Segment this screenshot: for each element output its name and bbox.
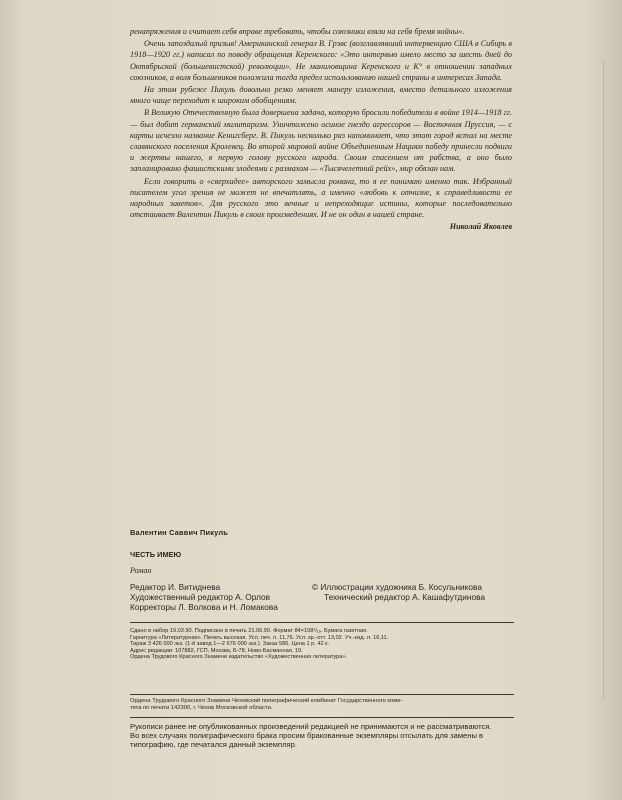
essay-signature: Николай Яковлев	[449, 222, 512, 232]
divider-rule-2	[130, 694, 514, 695]
divider-rule-1	[130, 622, 514, 623]
staff-art-editor: Художественный редактор А. Орлов	[130, 592, 271, 602]
print-spec-line: Тираж 3 426 000 экз. (1-й завод 1—2 676 000 экз.). Заказ 586. Цена 1 р. 42 к.	[130, 641, 330, 648]
staff-tech-editor: Технический редактор А. Кашафутдинова	[324, 592, 486, 602]
staff-illustrator: © Иллюстрации художника Б. Косульникова	[312, 582, 482, 592]
notice-defects: Во всех случаях полиграфического брака просим бракованные экземпляры отсылать для замены в типографию, где печатался данный экземпляр.	[130, 731, 484, 750]
plant-line: Ордена Трудового Красного Знамени Чеховский полиграфический комбинат Государственного коми-	[130, 698, 403, 704]
plant-line: тета по печати 142300, г. Чехов Московской области.	[130, 704, 273, 711]
print-spec-line: Гарнитура «Литературная». Печать высокая. Усл. печ. л. 11,76. Усл. кр.-отт. 13,02. Уч.-изд. л. 16,11.	[130, 634, 389, 641]
page-fold-shadow	[603, 60, 604, 700]
print-spec-line: Ордена Трудового Красного Знамени издательство «Художественная литература».	[130, 654, 348, 661]
book-title: ЧЕСТЬ ИМЕЮ	[130, 550, 182, 559]
publisher-notice	[130, 722, 514, 750]
print-specs	[130, 628, 512, 661]
essay-paragraph-2: Очень запоздалый призыв! Американский генерал В. Грэвс (возглавлявший интервенцию США в Сибирь в 1918—1920 гг.) написал по поводу обращения Керенского: «Это интервью имело место за шесть дней до Октябрьской (большевистской) революции». Не маниловщина Керенского и К° в отношении западных союзников, а воля большевиков положила тогда предел использованию нашей страны в интересах Запада.	[130, 39, 512, 82]
divider-rule-3	[130, 717, 514, 718]
essay-paragraph-3: На этом рубеже Пикуль довольно резко меняет манеру изложения, вместо детального изложения много чаще переходит к широким обобщениям.	[130, 85, 512, 106]
essay-paragraph-5: Если говорить о «сверхидее» авторского замысла романа, то я ее понимаю именно так. Избранный писателем угол зрения не может не впечатлять, а именно «любовь к отчизне, к справедливости ее народных заветов». Для русского это вечные и непреходящие истины, которые последовательно отстаивает Валентин Пикуль в своих произведениях. И не он один в нашей стране.	[130, 176, 512, 220]
essay-paragraph-1: ренапряжения и считает себя вправе требовать, чтобы союзники взяли на себя бремя войны».	[130, 27, 465, 36]
staff-proofreaders: Корректоры Л. Волкова и Н. Ломакова	[130, 602, 278, 612]
afterword-text	[130, 26, 512, 235]
book-genre: Роман	[130, 566, 152, 575]
printing-plant	[130, 698, 514, 712]
book-author: Валентин Саввич Пикуль	[130, 528, 229, 537]
print-spec-line: Адрес редакции: 107882, ГСП, Москва, Б-78, Ново-Басманная, 19.	[130, 647, 303, 654]
imprint-block	[130, 528, 510, 612]
print-spec-line: Сдано в набор 19.03.90. Подписано в печать 21.06.90. Формат 84×108¹/₁₆. Бумага газетная.	[130, 628, 368, 634]
essay-paragraph-4: В Великую Отечественную была довершена задача, которую бросили победители в войне 1914—1918 гг. — был добит германский милитаризм. Уничтожено осиное гнездо агрессоров — Восточная Пруссия, — с карты исчезло название Кенигсберг. В. Пикуль несколько раз напоминает, что этот город встал на месте славянского поселения Кролевец. Во второй мировой войне Объединенным Нациям победу принесли подвиги и жертвы нашего, в первую голову русского народа. Своим спасением от рабства, а оно было запланировано фашистскими злодеями с размахом — «Тысячелетний рейх», мир обязан нам.	[130, 108, 512, 174]
notice-manuscripts: Рукописи ранее не опубликованных произведений редакцией не принимаются и не рассматриваются.	[130, 722, 492, 731]
staff-editor: Редактор И. Витиднева	[130, 582, 221, 592]
